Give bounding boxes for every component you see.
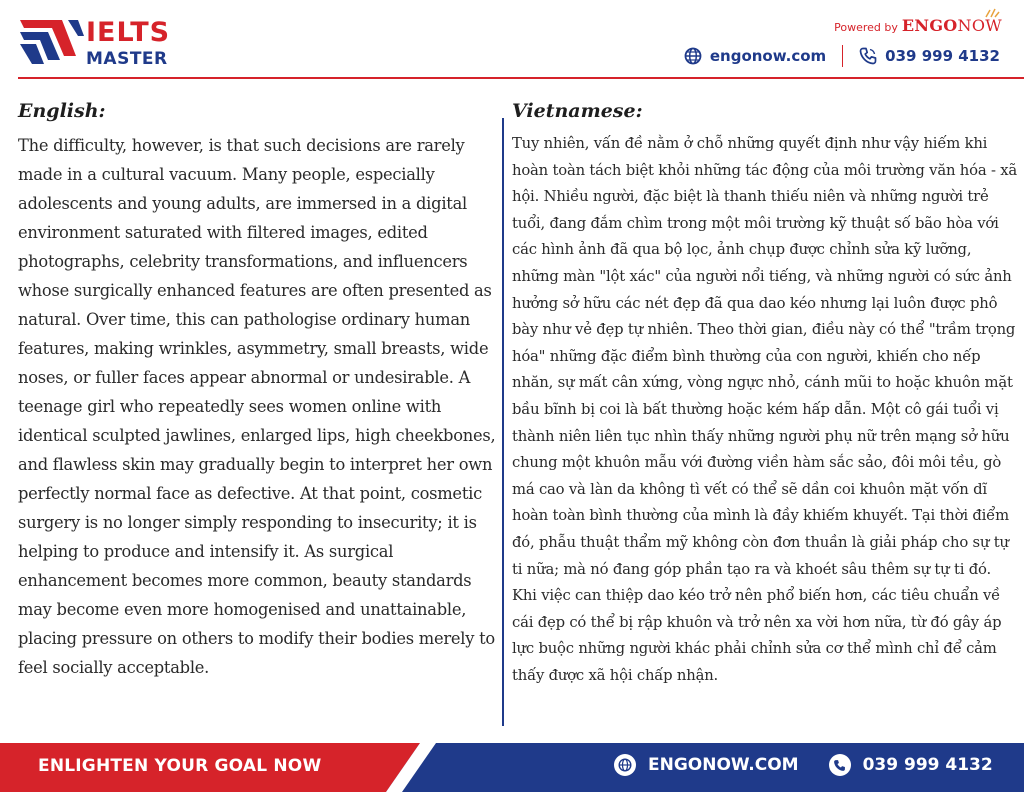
footer-phone[interactable] — [829, 754, 993, 776]
powered-by-label: Powered by — [834, 21, 898, 34]
logo-text-master: MASTER — [86, 49, 168, 69]
powered-by — [834, 16, 1002, 35]
globe-icon — [614, 754, 636, 776]
header-contact — [684, 45, 1000, 67]
column-divider — [502, 118, 504, 726]
header-contact-separator — [842, 45, 843, 67]
footer-website-text: ENGONOW.COM — [648, 755, 799, 775]
header-divider — [18, 77, 1024, 79]
page-footer — [0, 743, 1024, 792]
english-heading: English: — [18, 100, 106, 122]
ielts-master-logo — [18, 14, 188, 74]
vietnamese-paragraph: Tuy nhiên, vấn đề nằm ở chỗ những quyết định như vậy hiếm khi hoàn toàn tách biệt khỏi những tác động của môi trường văn hóa - xã hội. Nhiều người, đặc biệt là thanh thiếu niên và những người trẻ tuổi, đang đắm chìm trong một môi trường kỹ thuật số bão hòa với các hình ảnh đã qua bộ lọc, ảnh chụp được chỉnh sửa kỹ lưỡng, những màn "lột xác" của người nổi tiếng, và những người có sức ảnh hưởng sở hữu các nét đẹp đã qua dao kéo nhưng lại luôn được phô bày như vẻ đẹp tự nhiên. Theo thời gian, điều này có thể "trầm trọng hóa" những đặc điểm bình thường của con người, khiến cho nếp nhăn, sự mất cân xứng, vòng ngực nhỏ, cánh mũi to hoặc khuôn mặt bầu bĩnh bị coi là bất thường hoặc kém hấp dẫn. Một cô gái tuổi vị thành niên liên tục nhìn thấy những người phụ nữ trên mạng sở hữu chung một khuôn mẫu với đường viền hàm sắc sảo, đôi môi tều, gò má cao và làn da không tì vết có thể sẽ dần coi khuôn mặt vốn dĩ hoàn toàn bình thường của mình là đầy khiếm khuyết. Tại thời điểm đó, phẫu thuật thẩm mỹ không còn đơn thuần là giải pháp cho sự tự ti nữa; mà nó đang góp phần tạo ra và khoét sâu thêm sự tự ti đó. Khi việc can thiệp dao kéo trở nên phổ biến hơn, các tiêu chuẩn về cái đẹp có thể bị rập khuôn và trở nên xa vời hơn nữa, từ đó gây áp lực buộc những người khác phải chỉnh sửa cơ thể mình chỉ để cảm thấy được xã hội chấp nhận. — [512, 135, 1018, 684]
globe-icon — [684, 47, 702, 65]
brand-part-2: NOW — [957, 16, 1002, 35]
header-website[interactable] — [684, 47, 826, 65]
logo-stripes-icon — [18, 16, 84, 66]
footer-slogan: ENLIGHTEN YOUR GOAL NOW — [38, 756, 322, 776]
english-paragraph: The difficulty, however, is that such decisions are rarely made in a cultural vacuum. Many people, especially adolescents and young adults, are immersed in a digital environment saturated with filtered images, edited photographs, celebrity transformations, and influencers whose surgically enhanced features are often presented as natural. Over time, this can pathologise ordinary human features, making wrinkles, asymmetry, small breasts, wide noses, or fuller faces appear abnormal or undesirable. A teenage girl who repeatedly sees women online with identical sculpted jawlines, enlarged lips, high cheekbones, and flawless skin may gradually begin to interpret her own perfectly normal face as defective. At that point, cosmetic surgery is no longer simply responding to insecurity; it is helping to produce and intensify it. As surgical enhancement becomes more common, beauty standards may become even more homogenised and unattainable, placing pressure on others to modify their bodies merely to feel socially acceptable. — [18, 136, 496, 677]
phone-icon — [829, 754, 851, 776]
footer-website[interactable] — [614, 754, 799, 776]
vietnamese-heading: Vietnamese: — [512, 100, 643, 122]
footer-phone-text: 039 999 4132 — [862, 755, 993, 775]
header-website-text: engonow.com — [709, 47, 827, 65]
header-phone[interactable] — [859, 47, 1000, 65]
logo-text-ielts: IELTS — [86, 17, 171, 48]
page-header — [0, 0, 1024, 78]
spark-icon — [984, 8, 1000, 18]
header-phone-text: 039 999 4132 — [885, 47, 1000, 65]
footer-contact — [614, 754, 993, 776]
brand-part-1: ENGO — [901, 16, 958, 35]
phone-icon — [859, 47, 877, 65]
engonow-brand — [902, 16, 1002, 35]
